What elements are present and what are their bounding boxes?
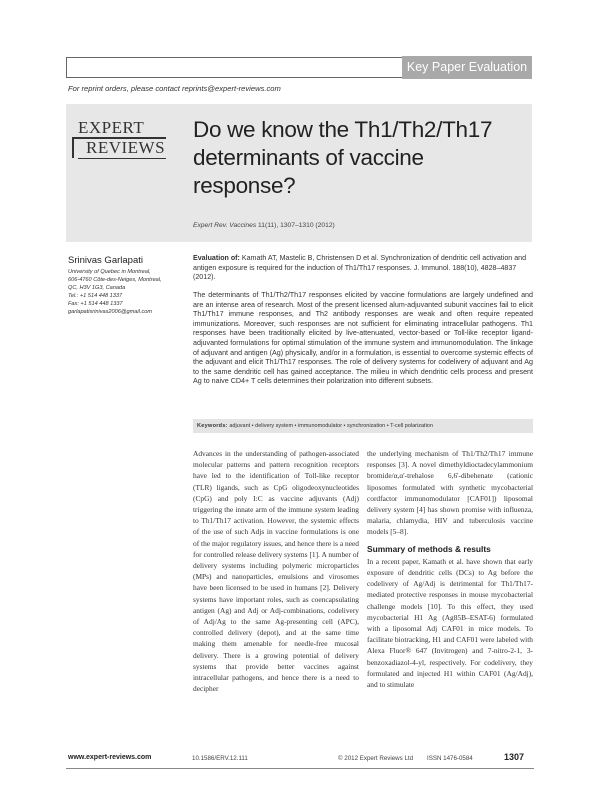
logo-rule-bottom	[78, 158, 166, 159]
footer-rule	[66, 768, 534, 769]
evaluation-label: Evaluation of:	[193, 254, 240, 262]
logo-line-2: REVIEWS	[86, 138, 166, 157]
affiliation-line: Fax: +1 514 448 1337	[68, 301, 123, 307]
citation-details: 11(11), 1307–1310 (2012)	[256, 222, 335, 229]
logo-line-1: EXPERT	[78, 118, 145, 137]
body-paragraph: the underlying mechanism of Th1/Th2/Th17 immune responses [3]. A novel dimethyldioctadecylammonium bromide/α,α'-trehalose 6,6'-dibehenate (cationic liposomes formulated with synthetic mycobacterial cordfactor immunomodulator [CAF01]) liposomal delivery system [4] has shown promise with influenza, malaria, chlamydia, HIV and tuberculosis vaccine models [5–8].	[367, 449, 533, 537]
author-name: Srinivas Garlapati	[68, 255, 143, 266]
body-paragraph: In a recent paper, Kamath et al. have shown that early exposure of dendritic cells (DCs) to Ag before the codelivery of Ag/Adj is detrimental for Th1/Th17-mediated protective responses in mouse mycobacterial challenge models [10]. To this effect, they used mycobacterial H1 Ag (Ag85B–ESAT-6) formulated with a liposomal Adj CAF01 in mice models. To facilitate biotracking, H1 and CAF01 were labeled with Alexa Fluor® 647 (Invitrogen) and 7-nitro-2-1, 3-benzoxadiazol-4-yl, respectively. For codelivery, they formulated and injected H1 within CAF01 (Ag/Adj), and to stimulate	[367, 556, 533, 690]
author-email[interactable]: garlapatisrinivas2006@gmail.com	[68, 309, 153, 315]
footer-doi: 10.1586/ERV.12.111	[192, 755, 248, 762]
section-tag: Key Paper Evaluation	[402, 56, 532, 79]
footer-issn: ISSN 1476-0584	[427, 755, 473, 762]
footer-copyright: © 2012 Expert Reviews Ltd	[338, 755, 414, 762]
body-column-right	[367, 448, 533, 690]
evaluation-reference: Kamath AT, Mastelic B, Christensen D et al. Synchronization of dendritic cell activation and antigen exposure is required for the induction of Th1/Th17 responses. J. Immunol. 188(10), 4828–4837 (2012).	[193, 254, 527, 282]
affiliation-line: University of Quebec in Montreal,	[68, 269, 151, 275]
footer-url[interactable]: www.expert-reviews.com	[68, 754, 152, 761]
body-column-left: Advances in the understanding of pathogen-associated molecular patterns and pattern recognition receptors have led to the identification of Toll-like receptor (TLR) ligands, such as CpG oligodeoxynucleotides (CpG) and poly I:C as vaccine adjuvants (Adj) triggering the innate arm of the immune system leading to Th1/Th17 activation. However, the systemic effects of the use of such Adjs in vaccine formulations is one of the major regulatory issues, and hence there is a need for controlled release delivery systems [1]. A number of delivery systems including polymeric microparticles (MPs) and nanoparticles, emulsions and virosomes have been licensed to be used in humans [2]. Delivery systems have important roles, such as coencapsulating antigen (Ag) and Adj or Adj-combinations, codelivery of Adj/Ag to the same Ag-presenting cell (APC), controlled delivery (depot), and at the same time making them amenable for needle-free mucosal delivery. There is a growing potential of delivery systems that provide better vaccines against intracellular pathogens, and hence there is a need to decipher	[193, 449, 359, 694]
affiliation-line: QC, H3V 1G3, Canada	[68, 285, 126, 291]
article-title: Do we know the Th1/Th2/Th17 determinants of vaccine response?	[193, 117, 493, 198]
reprint-note: For reprint orders, please contact reprints@expert-reviews.com	[68, 84, 281, 93]
author-affiliation	[68, 268, 178, 316]
abstract: The determinants of Th1/Th2/Th17 responses elicited by vaccine formulations are largely undefined and are an intense area of research. Most of the present licensed alum-adjuvanted subunit vaccines fail to elicit Th1/Th17 immune responses, and Th2 antibody responses are weak and often require repeated immunizations. Moreover, such responses are not sufficient for eliminating intracellular pathogens. Th1 responses have been traditionally elicited by live-attenuated, vector-based or Toll-like receptor ligand-adjuvanted formulations for optimal stimulation of the immune system and immunomodulation. The linkage of adjuvant and antigen (Ag) physically, and/or in a formulation, is essential to overcome systemic effects of the adjuvant and elicit Th1/Th17 responses. The role of delivery systems for codelivery of adjuvant and Ag to the same dendritic cell has gained acceptance. The milieu in which dendritic cells process and present Ag to naive CD4+ T cells determines their polarization into different subsets.	[193, 291, 533, 386]
affiliation-line: 606-4760 Côte-des-Neiges, Montreal,	[68, 277, 162, 283]
keywords-label: Keywords:	[197, 423, 228, 429]
affiliation-line: Tel.: +1 514 448 1337	[68, 293, 123, 299]
keywords-list: adjuvant • delivery system • immunomodulator • synchronization • T-cell polarization	[229, 423, 433, 429]
section-heading: Summary of methods & results	[367, 543, 491, 554]
journal-logo	[72, 118, 168, 164]
article-citation	[193, 222, 523, 229]
citation-journal: Expert Rev. Vaccines	[193, 222, 257, 229]
page-number: 1307	[504, 752, 525, 762]
evaluation-of	[193, 254, 533, 283]
keywords-bar	[193, 419, 533, 433]
logo-rule-vertical	[72, 138, 74, 158]
